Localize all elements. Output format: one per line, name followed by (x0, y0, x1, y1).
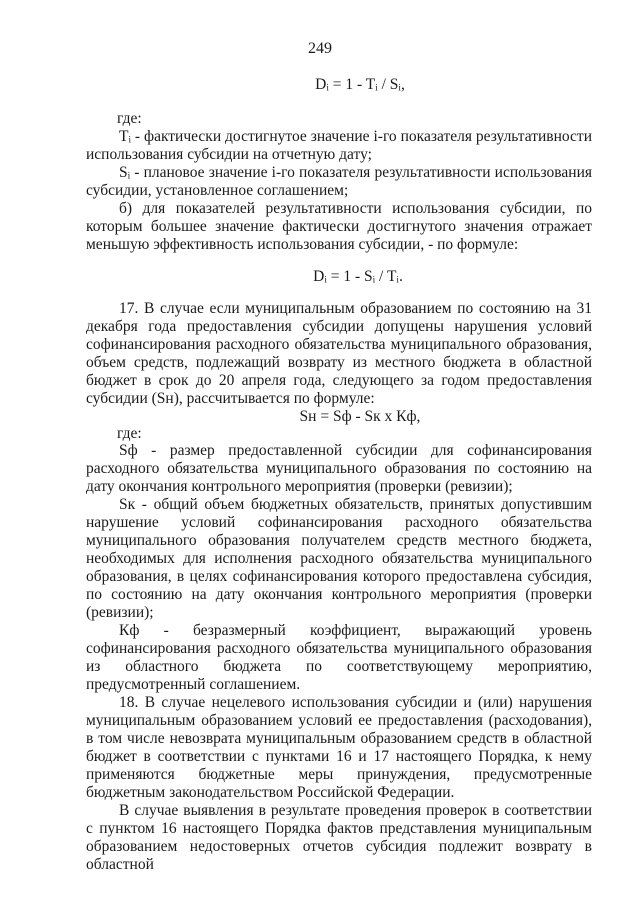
formula-d-plan: Dᵢ = 1 - Tᵢ / Sᵢ, (315, 76, 405, 93)
paragraph: Sф - размер предоставленной субсидии для софинансирования расходного обязательства муниципального образования по состоянию на дату окончания контрольного мероприятия (проверки (ревизии); (86, 442, 592, 495)
paragraph: Tᵢ - фактически достигнутое значение i-го показателя результативности использования субсидии на отчетную дату; (86, 128, 592, 163)
paragraph: Sк - общий объем бюджетных обязательств, принятых допустившим нарушение условий софинансирования расходного обязательства муниципального образования получателем средств местного бюджета, необходимых для исполнения расходного обязательства муниципального образования, в целях софинансирования которого предоставлена субсидия, по состоянию на дату окончания контрольного мероприятия (проверки (ревизии); (86, 496, 592, 621)
clause-17 (86, 300, 592, 408)
where-label: где: (117, 425, 142, 442)
paragraph: б) для показателей результативности использования субсидии, по которым большее значение фактически достигнутого значения отражает меньшую эффективность использования субсидии, - по формуле: (86, 200, 592, 253)
paragraph: Кф - безразмерный коэффициент, выражающий уровень софинансирования расходного обязательства муниципального образования из областного бюджета по соответствующему мероприятию, предусмотренный соглашением. (86, 622, 592, 693)
formula-refund: Sн = Sф - Sк x Кф, (299, 408, 421, 425)
paragraph: 17. В случае если муниципальным образованием по состоянию на 31 декабря года предоставления субсидии допущены нарушения условий софинансирования расходного обязательства муниципального образования, объем средств, подлежащий возврату из местного бюджета в областной бюджет в срок до 20 апреля года, следующего за годом предоставления субсидии (Sн), рассчитывается по формуле: (86, 300, 592, 407)
page-number: 249 (308, 40, 332, 57)
paragraph: Sᵢ - плановое значение i-го показателя результативности использования субсидии, установленное соглашением; (86, 164, 592, 199)
where-label: где: (117, 110, 142, 127)
definitions-block (86, 128, 592, 254)
paragraph: 18. В случае нецелевого использования субсидии и (или) нарушения муниципальным образованием условий ее предоставления (расходования), в том числе невозврата муниципальным образованием средств в областной бюджет в соответствии с пунктами 16 и 17 настоящего Порядка, к нему применяются бюджетные меры принуждения, предусмотренные бюджетным законодательством Российской Федерации. (86, 694, 592, 801)
clause-17-definitions-and-18 (86, 442, 592, 874)
paragraph: В случае выявления в результате проведения проверок в соответствии с пунктом 16 настоящего Порядка фактов представления муниципальным образованием недостоверных отчетов субсидия подлежит возврату в областной (86, 802, 592, 873)
formula-d-inverse: Dᵢ = 1 - Sᵢ / Tᵢ. (313, 268, 403, 285)
